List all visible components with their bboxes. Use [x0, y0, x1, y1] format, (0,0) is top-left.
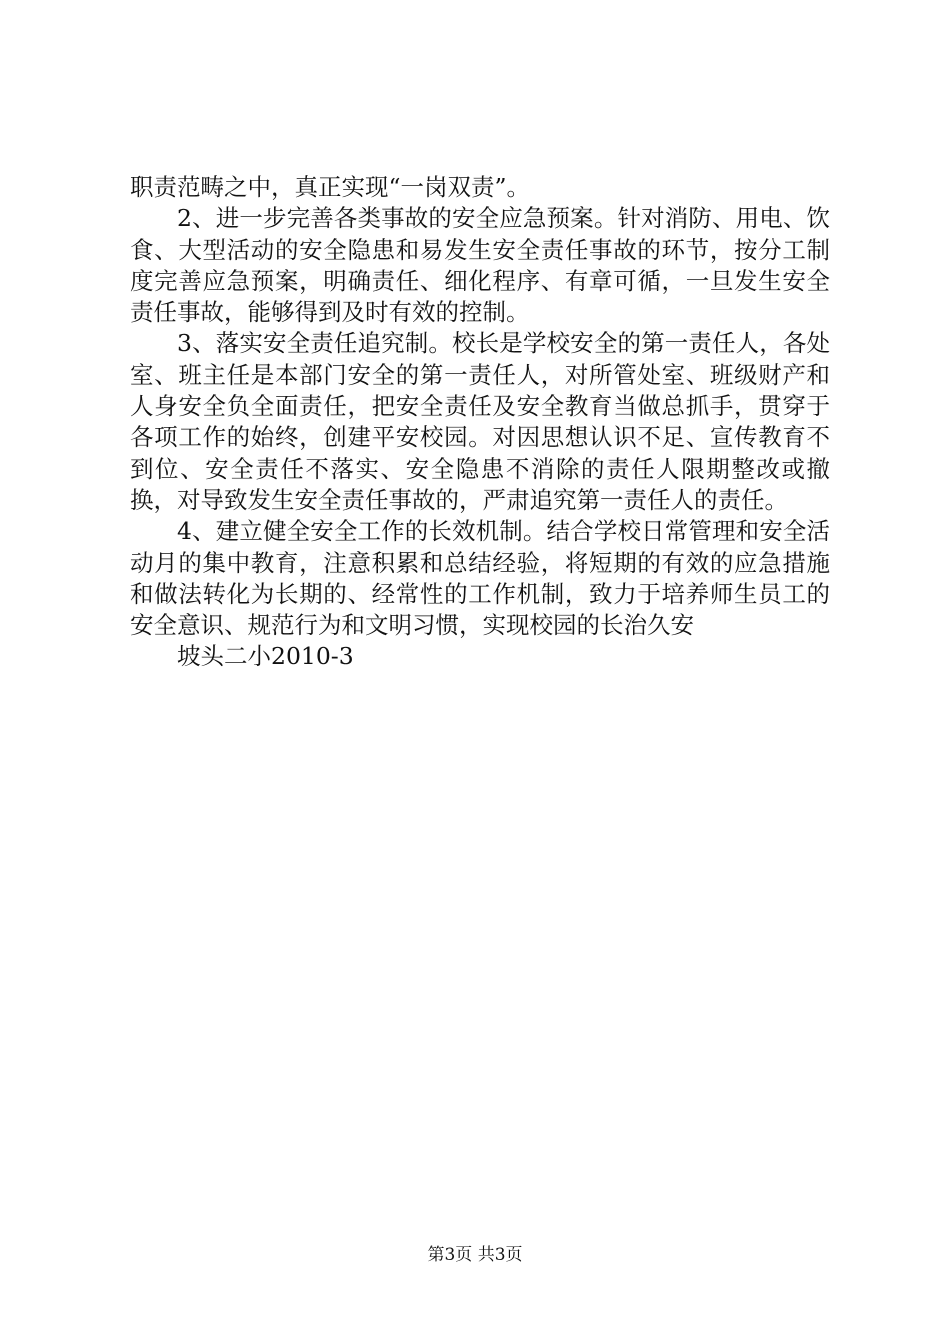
page-footer: 第3页 共3页 — [427, 1245, 523, 1265]
paragraph-item-2: 2、进一步完善各类事故的安全应急预案。针对消防、用电、饮食、大型活动的安全隐患和易发生安全责任事故的环节，按分工制度完善应急预案，明确责任、细化程序、有章可循，一旦发生安全责任事故，能够得到及时有效的控制。 — [130, 204, 830, 327]
paragraph-item-3: 3、落实安全责任追究制。校长是学校安全的第一责任人，各处室、班主任是本部门安全的第一责任人，对所管处室、班级财产和人身安全负全面责任，把安全责任及安全教育当做总抓手，贯穿于各项工作的始终，创建平安校园。对因思想认识不足、宣传教育不到位、安全责任不落实、安全隐患不消除的责任人限期整改或撤换，对导致发生安全责任事故的，严肃追究第一责任人的责任。 — [130, 329, 830, 514]
paragraph-continuation: 职责范畴之中，真正实现“一岗双责”。 — [130, 173, 531, 201]
document-body — [130, 172, 830, 673]
signature-line: 坡头二小2010-3 — [177, 642, 354, 671]
paragraph-item-4: 4、建立健全安全工作的长效机制。结合学校日常管理和安全活动月的集中教育，注意积累和总结经验，将短期的有效的应急措施和做法转化为长期的、经常性的工作机制，致力于培养师生员工的安全意识、规范行为和文明习惯，实现校园的长治久安 — [130, 517, 830, 640]
